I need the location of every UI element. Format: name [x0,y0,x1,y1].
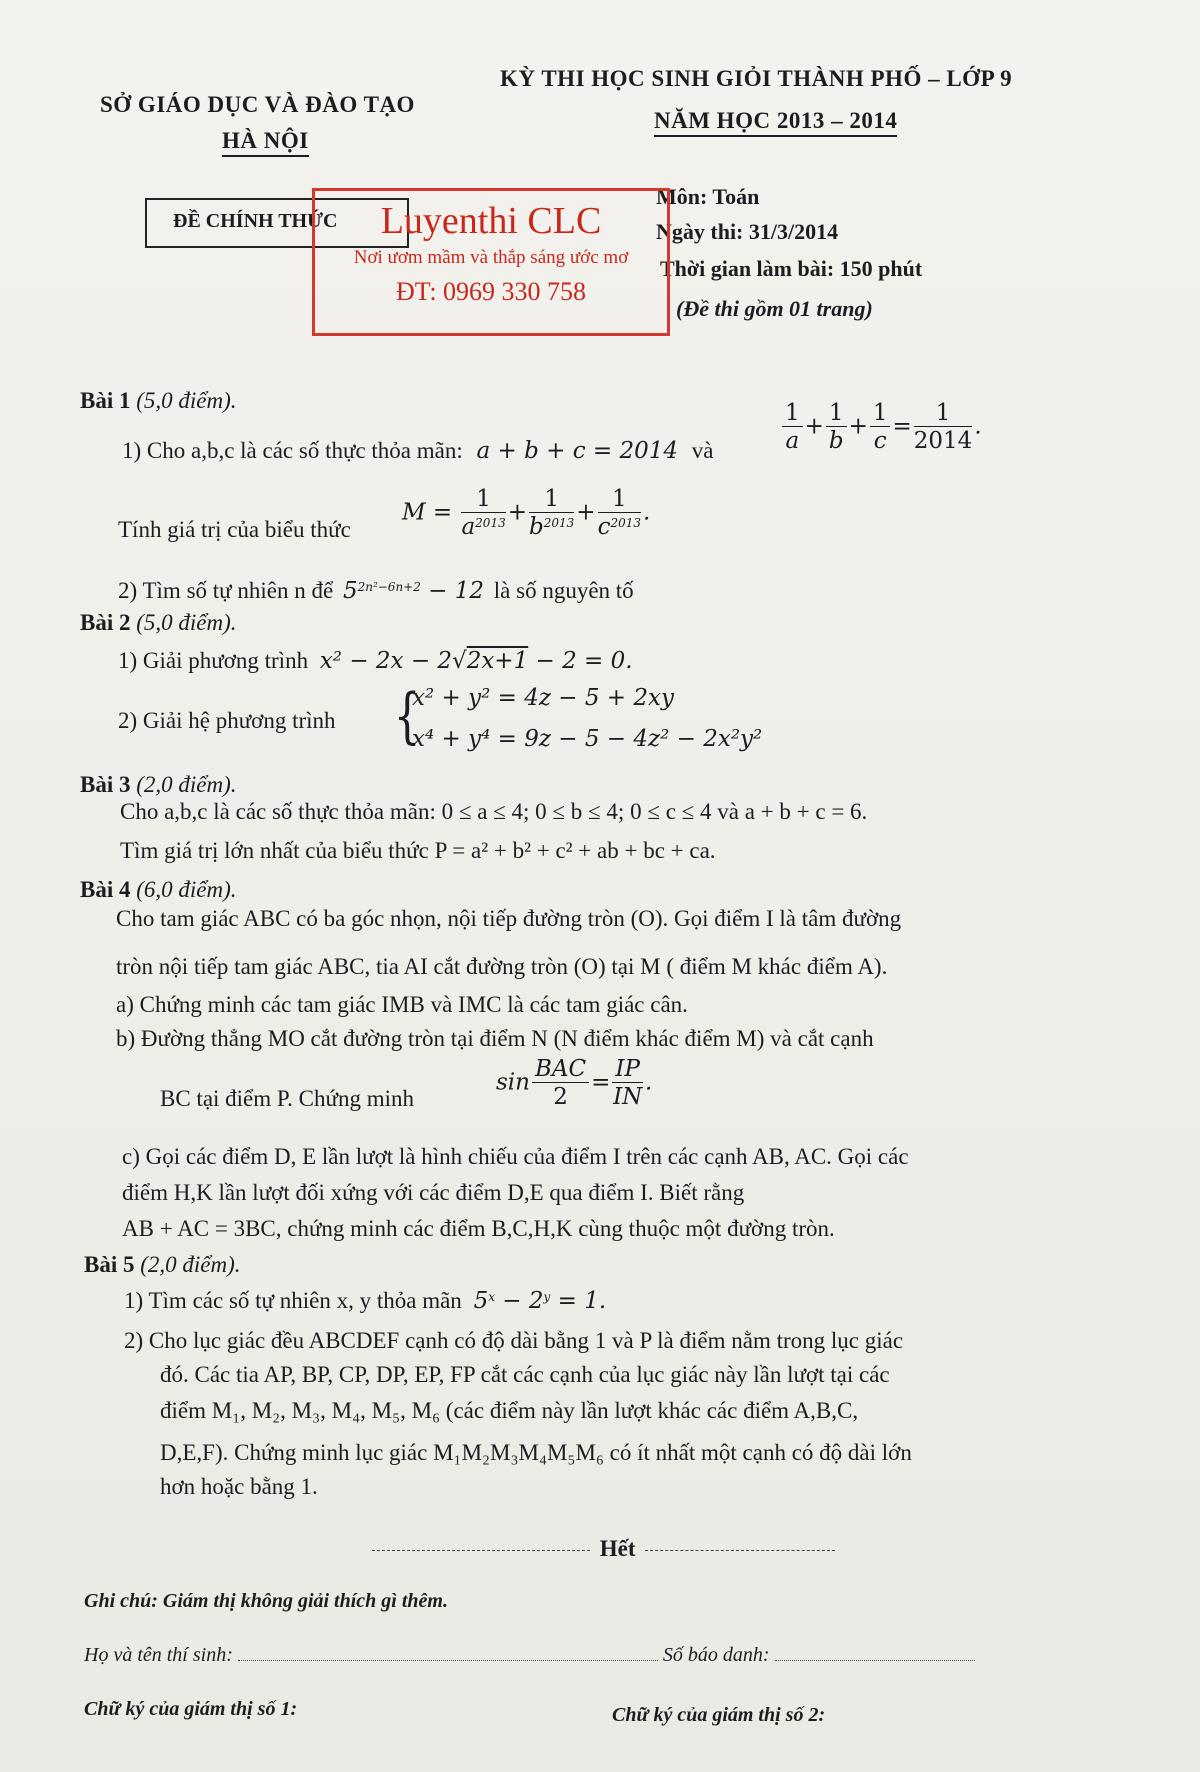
p1-q2-tail: là số nguyên tố [493,578,634,603]
problem-2-heading [80,608,237,638]
problem-4-c3: AB + AC = 3BC, chứng minh các điểm B,C,H,K cùng thuộc một đường tròn. [122,1216,835,1241]
end-marker: Hết [599,1536,636,1561]
problem-5-q2-l5: hơn hoặc bằng 1. [160,1474,318,1499]
problem-5-points: (2,0 điểm). [140,1252,241,1277]
problem-4-c1: c) Gọi các điểm D, E lần lượt là hình chiếu của điểm I trên các cạnh AB, AC. Gọi các [122,1144,909,1169]
dept-name: SỞ GIÁO DỤC VÀ ĐÀO TẠO [100,92,415,117]
p1-m-expression: M = $\frac{1}{a^{2013}}$ + $\frac{1}{b^{2013}}$ + $\frac{1}{c^{2013}}$ . [402,486,651,540]
p1-q1-and: và [691,438,714,463]
problem-3-heading [80,770,237,800]
candidate-name-blank[interactable] [238,1660,658,1661]
p4-sine-identity: sin $\frac{\text{BAC}}{2}$ = $\frac{IP}{IN}$ . [496,1056,653,1110]
candidate-id-blank[interactable] [775,1660,975,1661]
problem-3-line1: Cho a,b,c là các số thực thỏa mãn: 0 ≤ a ≤ 4; 0 ≤ b ≤ 4; 0 ≤ c ≤ 4 và a + b + c = 6. [120,799,868,824]
problem-5-q2-l3: điểm M₁, M₂, M₃, M₄, M₅, M₆ (các điểm này lần lượt khác các điểm A,B,C, [160,1398,859,1423]
problem-1-q2: 2) Tìm số tự nhiên n để $5^{2n^2-6n+2} - 12$ là số nguyên tố [118,578,634,604]
problem-2-title: Bài 2 [80,610,131,635]
footer-note [84,1590,448,1613]
problem-1-points: (5,0 điểm). [136,388,237,413]
problem-3-title: Bài 3 [80,772,131,797]
exam-date: Ngày thi: 31/3/2014 [656,219,839,244]
system-brace: { [393,681,421,751]
candidate-id-label: Số báo danh: [662,1644,770,1666]
problem-4-c2: điểm H,K lần lượt đối xứng với các điểm D,E qua điểm I. Biết rằng [122,1180,745,1205]
stamp-phone: ĐT: 0969 330 758 [395,277,587,306]
problem-2-q2: 2) Giải hệ phương trình [118,708,336,733]
problem-4-title: Bài 4 [80,877,131,902]
problem-4-line1: Cho tam giác ABC có ba góc nhọn, nội tiếp đường tròn (O). Gọi điểm I là tâm đường [116,906,902,931]
p4-b2-text: BC tại điểm P. Chứng minh [160,1086,414,1111]
luyenthi-stamp [312,188,670,336]
problem-4-a: a) Chứng minh các tam giác IMB và IMC là các tam giác cân. [116,992,688,1017]
problem-4-b1: b) Đường thẳng MO cắt đường tròn tại điểm N (N điểm khác điểm M) và cắt cạnh [116,1026,874,1051]
p1-q2-text: 2) Tìm số tự nhiên n để [118,578,334,603]
invigilator-1-signature: Chữ ký của giám thị số 1: [84,1698,298,1720]
problem-4-line2: tròn nội tiếp tam giác ABC, tia AI cắt đường tròn (O) tại M ( điểm M khác điểm A). [116,954,888,979]
p1-m-label: Tính giá trị của biểu thức [118,517,351,542]
city-name: HÀ NỘI [222,128,309,157]
exam-title: KỲ THI HỌC SINH GIỎI THÀNH PHỐ – LỚP 9 [500,66,1013,91]
official-label: ĐỀ CHÍNH THỨC [173,210,338,232]
p5-q1-text: 1) Tìm các số tự nhiên x, y thỏa mãn [124,1288,462,1313]
problem-5-q1: 1) Tìm các số tự nhiên x, y thỏa mãn $5^x - 2^y = 1$. [124,1288,607,1314]
subject: Môn: Toán [656,184,760,209]
problem-1-q1 [122,436,714,466]
problem-4-points: (6,0 điểm). [136,877,237,902]
problem-5-q2-l1: 2) Cho lục giác đều ABCDEF cạnh có độ dài bằng 1 và P là điểm nằm trong lục giác [124,1328,904,1353]
p2-system-line2: x⁴ + y⁴ = 9z − 5 − 4z² − 2x²y² [412,726,763,752]
end-line [372,1534,835,1564]
problem-4-b2 [160,1084,414,1114]
stamp-slogan: Nơi ươm mầm và thắp sáng ước mơ [353,247,629,268]
candidate-name-row [84,1644,975,1667]
problem-5-title: Bài 5 [84,1252,135,1277]
problem-3-line2: Tìm giá trị lớn nhất của biểu thức P = a² + b² + c² + ab + bc + ca. [120,838,716,863]
problem-3-points: (2,0 điểm). [136,772,237,797]
problem-5-heading [84,1250,241,1280]
note-text: Ghi chú: Giám thị không giải thích gì thêm. [84,1590,448,1612]
exam-duration: Thời gian làm bài: 150 phút [660,256,923,281]
problem-2-q1: 1) Giải phương trình x² − 2x − 2√2x+1 − 2 = 0. [118,648,633,674]
problem-4-heading [80,875,237,905]
school-year: NĂM HỌC 2013 – 2014 [654,108,897,137]
problem-1-title: Bài 1 [80,388,131,413]
p1-q1-text: 1) Cho a,b,c là các số thực thỏa mãn: [122,438,463,463]
invigilator-2-signature: Chữ ký của giám thị số 2: [612,1704,826,1726]
problem-5-q2-l2: đó. Các tia AP, BP, CP, DP, EP, FP cắt các cạnh của lục giác này lần lượt tại các [160,1362,890,1387]
p2-q1-text: 1) Giải phương trình [118,648,309,673]
problem-2-points: (5,0 điểm). [136,610,237,635]
problem-5-q2-l4: D,E,F). Chứng minh lục giác M₁M₂M₃M₄M₅M₆ có ít nhất một cạnh có độ dài lớn [160,1440,912,1465]
pages-note: (Đề thi gồm 01 trang) [676,296,873,321]
p2-system-line1: x² + y² = 4z − 5 + 2xy [412,685,674,711]
p1-q1-condition: a + b + c = 2014 [476,438,679,464]
stamp-title: Luyenthi CLC [380,200,602,242]
problem-1-heading [80,386,237,416]
p1-reciprocal-equation: $\frac{1}{a}$ + $\frac{1}{b}$ + $\frac{1}{c}$ = $\frac{1}{2014}$ . [780,400,982,455]
candidate-name-label: Họ và tên thí sinh: [84,1644,233,1666]
